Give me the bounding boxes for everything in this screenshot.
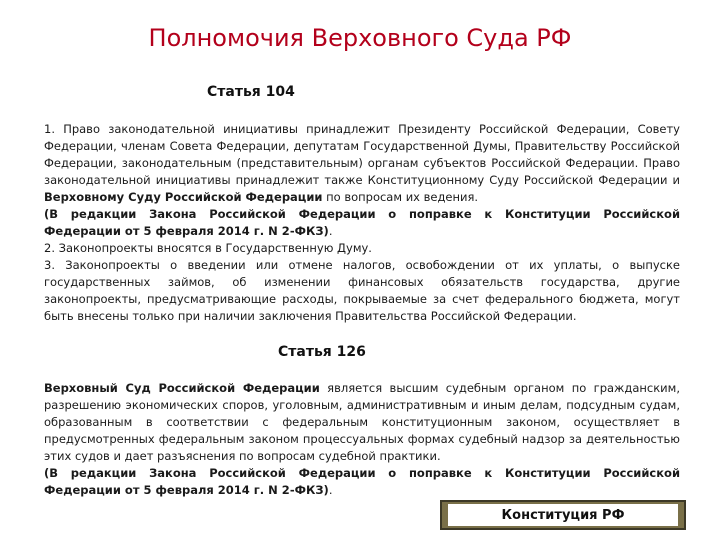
amendment-104-end: .	[328, 224, 333, 238]
article-104-body	[44, 121, 680, 325]
article-104-paragraph-1	[44, 121, 680, 206]
article-126-amendment	[44, 465, 680, 499]
article-126-heading: Статья 126	[278, 344, 366, 360]
amendment-126-end: .	[328, 483, 333, 497]
amendment-126-bold: (В редакции Закона Российской Федерации о поправке к Конституции Российской Федерации от 5 февраля 2014 г. N 2-ФКЗ)	[44, 466, 680, 497]
article-126-text: является высшим судебным органом по гражданским, разрешению экономических споров, уголовным, административным и иным делам, подсудным судам, образованным в соответствии с федеральным конституционным законом, осуществляет в предусмотренных федеральным законом процессуальных формах судебный надзор за деятельностью этих судов и дает разъяснения по вопросам судебной практики.	[44, 381, 680, 463]
article-126-body	[44, 380, 680, 499]
constitution-badge-label: Конституция РФ	[448, 504, 678, 526]
p1-text: 1. Право законодательной инициативы принадлежит Президенту Российской Федерации, Совету Федерации, членам Совета Федерации, депутатам Государственной Думы, Правительству Российской Федерации, законодательным (представительным) органам субъектов Российской Федерации. Право законодательной инициативы принадлежит также Конституционному Суду Российской Федерации и	[44, 122, 680, 187]
article-126-paragraph	[44, 380, 680, 465]
article-104-heading: Статья 104	[207, 84, 295, 100]
article-104-amendment	[44, 206, 680, 240]
p1-end: по вопросам их ведения.	[322, 190, 479, 204]
article-104-paragraph-2: 2. Законопроекты вносятся в Государственную Думу.	[44, 241, 372, 255]
supreme-court-bold: Верховному Суду Российской Федерации	[44, 190, 323, 204]
amendment-104-bold: (В редакции Закона Российской Федерации о поправке к Конституции Российской Федерации от 5 февраля 2014 г. N 2-ФКЗ)	[44, 207, 680, 238]
constitution-badge[interactable]	[440, 500, 686, 530]
article-104-paragraph-3: 3. Законопроекты о введении или отмене налогов, освобождении от их уплаты, о выпуске государственных займов, об изменении финансовых обязательств государства, другие законопроекты, предусматривающие расходы, покрываемые за счет федерального бюджета, могут быть внесены только при наличии заключения Правительства Российской Федерации.	[44, 258, 680, 323]
slide-title: Полномочия Верховного Суда РФ	[148, 24, 572, 52]
supreme-court-lead-bold: Верховный Суд Российской Федерации	[44, 381, 320, 395]
